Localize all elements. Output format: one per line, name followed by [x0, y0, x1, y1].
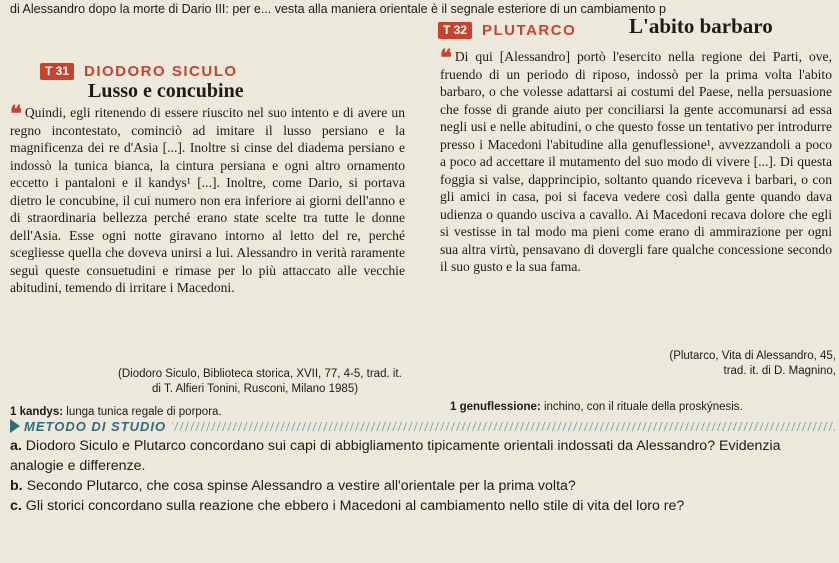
arrow-icon [10, 419, 20, 433]
question-text: Secondo Plutarco, che cosa spinse Alessandro a vestire all'orientale per la prima volta? [26, 478, 576, 494]
question-c [10, 496, 835, 516]
footnote-kandys-text: lunga tunica regale di porpora. [63, 406, 222, 418]
study-method-bar [10, 419, 835, 433]
question-letter: a. [10, 438, 22, 454]
quote-mark-icon: ❝ [10, 101, 22, 126]
text-diodoro [10, 101, 405, 297]
text-plutarco-body: Di qui [Alessandro] portò l'esercito nella regione dei Parti, ove, fruendo di un periodo di riposo, indossò per la prima volta l'abito barbaro, o che volesse adattarsi ai costumi del Paese, nella persuasione che fosse di grande aiuto per conciliarsi la gente accomunarsi ad essa negli usi e nelle abitudini, o che questo fosse un tentativo per introdurre presso i Macedoni l'abitudine alla genuflessione¹, avvezzandoli a poco a poco ad accettare il mutamento del suo modo di vivere [...]. Di questa foggia si valse, dapprincipio, soltanto quando riceveva i barbari, o con gli amici in casa, poi si faceva vedere così dalla gente quando dava udienza o quando usciva a cavallo. Ai Macedoni recava dolore che egli si vestisse in tal modo ma pieni come erano di ammirazione per ogni sua altra virtù, pensavano di dovergli fare qualche concessione secondo il suo gusto e la sua fama. [440, 49, 832, 274]
question-a [10, 436, 835, 476]
question-text: Diodoro Siculo e Plutarco concordano sui capi di abbigliamento tipicamente orientali indossati da Alessandro? Evidenzia analogie e differenze. [10, 438, 781, 474]
question-letter: b. [10, 478, 23, 494]
text-badge-t31: T 31 [40, 63, 74, 80]
study-method-label: METODO DI STUDIO [24, 418, 167, 434]
footnote-genuflessione-text: inchino, con il rituale della proskýnesis. [540, 401, 743, 413]
source-diodoro [118, 367, 418, 397]
source-plutarco-line2: trad. it. di D. Magnino, [723, 365, 836, 377]
study-questions [10, 436, 835, 516]
left-header [40, 62, 238, 80]
title-abito-barbaro: L'abito barbaro [629, 14, 773, 38]
question-letter: c. [10, 498, 22, 514]
footnote-kandys [10, 405, 410, 419]
author-plutarco: PLUTARCO [482, 21, 577, 39]
question-b [10, 476, 835, 496]
text-plutarco [440, 45, 832, 276]
question-text: Gli storici concordano sulla reazione che ebbero i Macedoni al cambiamento nello stile di vita del loro re? [25, 498, 685, 514]
author-diodoro: DIODORO SICULO [84, 62, 238, 80]
right-header [438, 21, 576, 39]
quote-mark-icon: ❝ [440, 45, 452, 70]
source-diodoro-line2: di T. Alfieri Tonini, Rusconi, Milano 1985) [152, 383, 359, 395]
footnote-genuflessione-term: 1 genuflessione: [450, 401, 541, 413]
previous-text-fragment: di Alessandro dopo la morte di Dario III: per e... vesta alla maniera orientale è il segnale esteriore di un cambiamento p [10, 2, 666, 16]
text-diodoro-body: Quindi, egli ritenendo di essere riuscito nel suo intento e di avere un regno incontestato, cominciò ad imitare il lusso persiano e la magnificenza dei re d'Asia [...]. Inoltre si cinse del diadema persiano e indossò la tunica bianca, la cintura persiana e ogni altro ornamento eccetto i pantaloni e il kandys¹ [...]. Inoltre, come Dario, si portava dietro le concubine, il cui numero non era inferiore ai giorni dell'anno e di straordinaria bellezza perché erano state scelte tra tutte le donne dell'Asia. Esse ogni notte giravano intorno al letto del re, perché scegliesse quella che doveva unirsi a lui. Alessandro in verità raramente seguì queste consuetudini e rimase per lo più attaccato alle vecchie abitudini, temendo di irritare i Macedoni. [10, 105, 405, 295]
source-plutarco [560, 349, 836, 379]
text-badge-t32: T 32 [438, 22, 472, 39]
title-lusso-e-concubine: Lusso e concubine [88, 80, 244, 102]
source-plutarco-line1: (Plutarco, Vita di Alessandro, 45, [669, 350, 836, 362]
hatch-divider [172, 422, 835, 431]
footnote-genuflessione [450, 400, 835, 414]
source-diodoro-line1: (Diodoro Siculo, Biblioteca storica, XVII, 77, 4-5, trad. it. [118, 368, 402, 380]
footnote-kandys-term: 1 kandys: [10, 406, 64, 418]
